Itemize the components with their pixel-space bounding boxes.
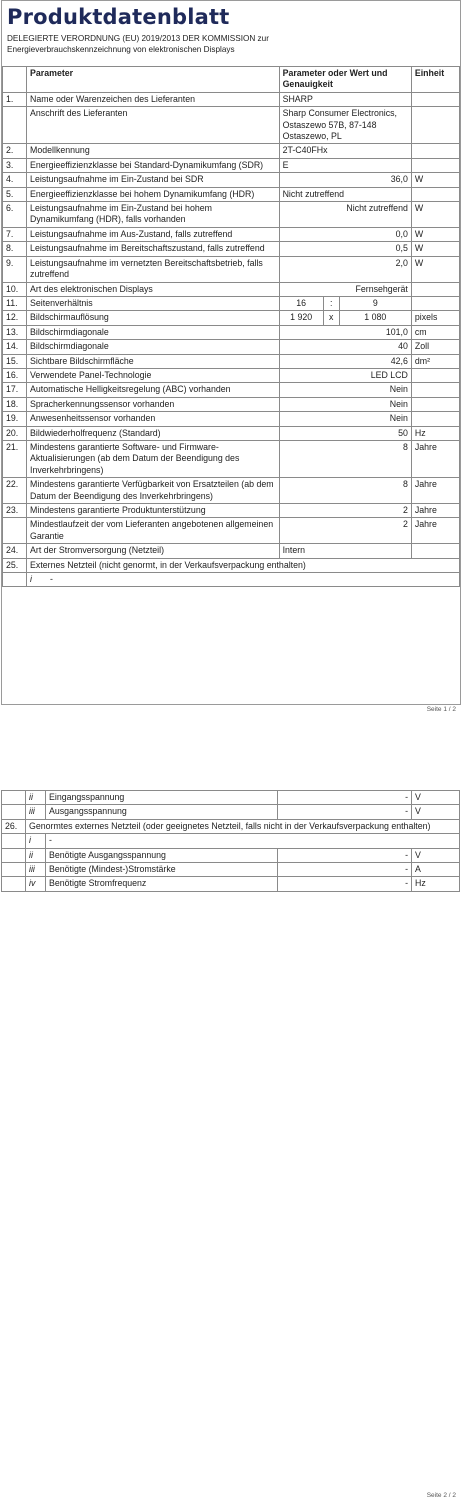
row-value-separator: : (323, 296, 339, 310)
table-row (3, 397, 460, 411)
table-row (3, 107, 460, 144)
row-label: Anwesenheitssensor vorhanden (27, 412, 280, 426)
row-unit (411, 412, 459, 426)
row-unit (411, 383, 459, 397)
row-label: - (46, 834, 460, 848)
table-row (3, 92, 460, 106)
row-unit (411, 368, 459, 382)
row-unit (411, 144, 459, 158)
row-value: 8 (279, 478, 411, 504)
row-number: 12. (3, 311, 27, 325)
row-label: Modellkennung (27, 144, 280, 158)
row-value: Fernsehgerät (279, 282, 411, 296)
row-unit: Jahre (411, 518, 459, 544)
table-row (3, 340, 460, 354)
row-value-a: 1 920 (279, 311, 323, 325)
row-number: 9. (3, 256, 27, 282)
page-1 (1, 0, 461, 705)
row-number: 17. (3, 383, 27, 397)
sub-index: iv (26, 877, 46, 891)
row-label: Benötigte Stromfrequenz (46, 877, 278, 891)
row-num (2, 805, 26, 819)
row-number: 4. (3, 173, 27, 187)
row-number: 11. (3, 296, 27, 310)
product-data-table-continued (1, 790, 460, 892)
table-row (2, 848, 460, 862)
row-label: Spracherkennungssensor vorhanden (27, 397, 280, 411)
row-label: Energieeffizienzklasse bei Standard-Dynamikumfang (SDR) (27, 158, 280, 172)
row-number: 26. (2, 819, 26, 833)
row-value: 101,0 (279, 325, 411, 339)
row-value: LED LCD (279, 368, 411, 382)
row-value-separator: x (323, 311, 339, 325)
row-number: 10. (3, 282, 27, 296)
row-value: - (278, 863, 412, 877)
row-value: 50 (279, 426, 411, 440)
table-row (3, 256, 460, 282)
row-label: Mindestlaufzeit der vom Lieferanten angebotenen allgemeinen Garantie (27, 518, 280, 544)
table-row (3, 144, 460, 158)
row-value: SHARP (279, 92, 411, 106)
page-number: Seite 1 / 2 (426, 706, 456, 713)
sub-index: iii (26, 805, 46, 819)
row-number: 21. (3, 440, 27, 477)
row-value: 2 (279, 504, 411, 518)
row-unit (411, 158, 459, 172)
row-number: 20. (3, 426, 27, 440)
row-label: - (50, 574, 53, 585)
table-row (3, 518, 460, 544)
row-unit: W (411, 173, 459, 187)
row-label: Benötigte Ausgangsspannung (46, 848, 278, 862)
row-label: Name oder Warenzeichen des Lieferanten (27, 92, 280, 106)
row-number: 18. (3, 397, 27, 411)
table-row (3, 296, 460, 310)
row-unit (411, 107, 459, 144)
table-row (3, 504, 460, 518)
row-unit: V (412, 791, 460, 805)
row-value: 2,0 (279, 256, 411, 282)
table-row (3, 158, 460, 172)
sub-index: i (26, 834, 46, 848)
table-row (3, 544, 460, 558)
table-row (2, 791, 460, 805)
row-number: 6. (3, 202, 27, 228)
row-label: Energieeffizienzklasse bei hohem Dynamikumfang (HDR) (27, 187, 280, 201)
table-row (2, 877, 460, 891)
row-num (2, 834, 26, 848)
row-label: Benötigte (Mindest-)Stromstärke (46, 863, 278, 877)
row-unit (411, 282, 459, 296)
row-unit: Hz (411, 426, 459, 440)
table-header-row (3, 67, 460, 93)
row-value: 42,6 (279, 354, 411, 368)
row-number: 22. (3, 478, 27, 504)
header-value: Parameter oder Wert und Genauigkeit (279, 67, 411, 93)
sub-index: i (30, 574, 33, 585)
row-value: - (278, 805, 412, 819)
row-label: Leistungsaufnahme im Ein-Zustand bei SDR (27, 173, 280, 187)
row-number: 23. (3, 504, 27, 518)
table-row (2, 863, 460, 877)
row-value: 2 (279, 518, 411, 544)
table-row (2, 819, 460, 833)
row-num (2, 848, 26, 862)
row-value: Nein (279, 412, 411, 426)
row-unit: Hz (412, 877, 460, 891)
page-title: Produktdatenblatt (7, 5, 230, 29)
row-value: 0,5 (279, 242, 411, 256)
row-label: Leistungsaufnahme im Ein-Zustand bei hohem Dynamikumfang (HDR), falls vorhanden (27, 202, 280, 228)
row-num (3, 573, 27, 587)
row-label: Bildschirmdiagonale (27, 340, 280, 354)
row-unit: dm² (411, 354, 459, 368)
row-label: Bildwiederholfrequenz (Standard) (27, 426, 280, 440)
row-value: 40 (279, 340, 411, 354)
table-row (3, 173, 460, 187)
row-label: Leistungsaufnahme im Aus-Zustand, falls zutreffend (27, 227, 280, 241)
row-value-b: 1 080 (339, 311, 411, 325)
row-num (2, 863, 26, 877)
row-value: 2T-C40FHx (279, 144, 411, 158)
row-value: - (278, 848, 412, 862)
row-number (3, 107, 27, 144)
row-value: Nicht zutreffend (279, 202, 411, 228)
header-unit: Einheit (411, 67, 459, 93)
sub-index: ii (26, 791, 46, 805)
row-number (3, 518, 27, 544)
row-number: 2. (3, 144, 27, 158)
row-value: Sharp Consumer Electronics, Ostaszewo 57B, 87-148 Ostaszewo, PL (279, 107, 411, 144)
row-number: 1. (3, 92, 27, 106)
row-unit: V (412, 805, 460, 819)
row-unit: V (412, 848, 460, 862)
table-row (3, 383, 460, 397)
table-row (3, 187, 460, 201)
row-unit: A (412, 863, 460, 877)
row-num (2, 791, 26, 805)
row-number: 13. (3, 325, 27, 339)
row-unit: W (411, 227, 459, 241)
row-unit: Jahre (411, 504, 459, 518)
row-label: Mindestens garantierte Produktunterstützung (27, 504, 280, 518)
row-unit (411, 296, 459, 310)
row-label: Seitenverhältnis (27, 296, 280, 310)
row-number: 14. (3, 340, 27, 354)
row-number: 8. (3, 242, 27, 256)
row-unit (411, 187, 459, 201)
row-num (2, 877, 26, 891)
row-unit: cm (411, 325, 459, 339)
table-row (3, 202, 460, 228)
table-row (3, 558, 460, 572)
row-value-b: 9 (339, 296, 411, 310)
row-label: Mindestens garantierte Software- und Firmware-Aktualisierungen (ab dem Datum der Beendigung des Inverkehrbringens) (27, 440, 280, 477)
row-number: 25. (3, 558, 27, 572)
row-value: 36,0 (279, 173, 411, 187)
row-value: 0,0 (279, 227, 411, 241)
row-value: E (279, 158, 411, 172)
regulation-subtitle: DELEGIERTE VERORDNUNG (EU) 2019/2013 DER KOMMISSION zur Energieverbrauchskennzeichnung von elektronischen Displays (7, 34, 269, 54)
table-row (2, 805, 460, 819)
row-value: - (278, 877, 412, 891)
table-row (2, 834, 460, 848)
row-unit (411, 397, 459, 411)
row-unit (411, 544, 459, 558)
row-label: Art der Stromversorgung (Netzteil) (27, 544, 280, 558)
table-row (3, 242, 460, 256)
row-unit: pixels (411, 311, 459, 325)
row-sub-cell (27, 573, 460, 587)
row-number: 16. (3, 368, 27, 382)
header-parameter: Parameter (27, 67, 280, 93)
table-row (3, 325, 460, 339)
row-value: Nein (279, 383, 411, 397)
row-unit: W (411, 202, 459, 228)
row-value: 8 (279, 440, 411, 477)
row-label: Externes Netzteil (nicht genormt, in der Verkaufsverpackung enthalten) (27, 558, 460, 572)
row-label: Ausgangsspannung (46, 805, 278, 819)
row-value: Nicht zutreffend (279, 187, 411, 201)
table-row (3, 478, 460, 504)
table-row (3, 440, 460, 477)
row-label: Leistungsaufnahme im vernetzten Bereitschaftsbetrieb, falls zutreffend (27, 256, 280, 282)
row-label: Bildschirmauflösung (27, 311, 280, 325)
row-label: Sichtbare Bildschirmfläche (27, 354, 280, 368)
table-row (3, 227, 460, 241)
row-unit (411, 92, 459, 106)
row-number: 7. (3, 227, 27, 241)
table-row (3, 573, 460, 587)
row-unit: Zoll (411, 340, 459, 354)
sub-index: ii (26, 848, 46, 862)
table-row (3, 311, 460, 325)
row-value: Intern (279, 544, 411, 558)
sub-index: iii (26, 863, 46, 877)
row-label: Eingangsspannung (46, 791, 278, 805)
row-label: Verwendete Panel-Technologie (27, 368, 280, 382)
table-row (3, 412, 460, 426)
row-label: Bildschirmdiagonale (27, 325, 280, 339)
row-value-a: 16 (279, 296, 323, 310)
row-number: 19. (3, 412, 27, 426)
row-value: - (278, 791, 412, 805)
table-row (3, 426, 460, 440)
table-row (3, 282, 460, 296)
row-label: Anschrift des Lieferanten (27, 107, 280, 144)
row-label: Genormtes externes Netzteil (oder geeignetes Netzteil, falls nicht in der Verkaufsverpackung enthalten) (26, 819, 460, 833)
table-row (3, 354, 460, 368)
row-number: 5. (3, 187, 27, 201)
row-number: 24. (3, 544, 27, 558)
header-num-cell (3, 67, 27, 93)
row-value: Nein (279, 397, 411, 411)
row-label: Automatische Helligkeitsregelung (ABC) vorhanden (27, 383, 280, 397)
row-unit: W (411, 256, 459, 282)
table-row (3, 368, 460, 382)
row-label: Art des elektronischen Displays (27, 282, 280, 296)
row-unit: Jahre (411, 478, 459, 504)
page-number-2: Seite 2 / 2 (426, 1492, 456, 1499)
product-data-table (2, 66, 460, 587)
row-label: Leistungsaufnahme im Bereitschaftszustand, falls zutreffend (27, 242, 280, 256)
row-number: 3. (3, 158, 27, 172)
row-unit: W (411, 242, 459, 256)
row-unit: Jahre (411, 440, 459, 477)
row-label: Mindestens garantierte Verfügbarkeit von Ersatzteilen (ab dem Datum der Beendigung des Inverkehrbringens) (27, 478, 280, 504)
row-number: 15. (3, 354, 27, 368)
